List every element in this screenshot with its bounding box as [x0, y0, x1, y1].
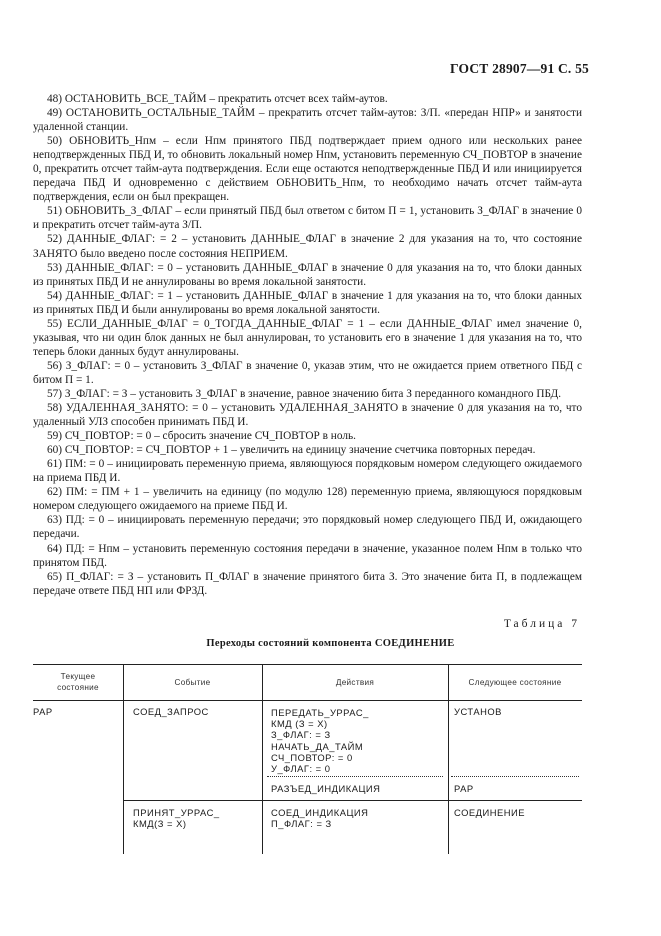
header-next-state: Следующее состояние [468, 677, 562, 687]
header-current-line2: состояние [57, 683, 99, 692]
row1-action-line: СЧ_ПОВТОР: = 0 [271, 751, 353, 763]
row2-actions [271, 807, 368, 829]
row2-event-line2: КМД(З = X) [133, 818, 187, 830]
row1-current-state: РАР [33, 706, 53, 717]
paragraph-51: 51) ОБНОВИТЬ_З_ФЛАГ – если принятый ПБД был ответом с битом П = 1, установить З_ФЛАГ в значение 0 и прекратить отсчет тайм-аута З/П. [33, 205, 582, 232]
paragraph-53: 53) ДАННЫЕ_ФЛАГ: = 0 – установить ДАННЫЕ_ФЛАГ в значение 0 для указания на то, что блоки данных из принятых ПБД И не аннулированы во время локальной занятости. [33, 261, 582, 288]
paragraph-55: 55) ЕСЛИ_ДАННЫЕ_ФЛАГ = 0_ТОГДА_ДАННЫЕ_ФЛАГ = 1 – если ДАННЫЕ_ФЛАГ имел значение 0, указывая, что ни один блок данных не был аннулирован, то установить его в значение 1 для указания на то, что теперь блоки данных будут аннулированы. [33, 317, 582, 358]
row1-action-line: У_ФЛАГ: = 0 [271, 763, 331, 775]
row1-alt-action: РАЗЪЕД_ИНДИКАЦИЯ [271, 783, 381, 794]
table-caption: Переходы состояний компонента СОЕДИНЕНИЕ [206, 638, 455, 649]
paragraph-58: 58) УДАЛЕННАЯ_ЗАНЯТО: = 0 – установить УДАЛЕННАЯ_ЗАНЯТО в значение 0 для указания на то, что удаленный УЛЗ способен принимать ПБД И. [33, 402, 582, 429]
table-label: Таблица 7 [503, 618, 580, 630]
header-current-state [33, 664, 123, 700]
paragraph-61: 61) ПМ: = 0 – инициировать переменную приема, являющуюся порядковым номером следующего ожидаемого на приема ПБД И. [33, 458, 582, 485]
header-actions: Действия [335, 677, 375, 687]
row1-actions [271, 707, 369, 774]
row2-action-line: СОЕД_ИНДИКАЦИЯ [271, 807, 369, 818]
row1-action-line: НАЧАТЬ_ДА_ТАЙМ [271, 740, 364, 752]
row2-event [133, 807, 220, 829]
row1-action-line: КМД (З = X) [271, 718, 328, 730]
paragraph-59: 59) СЧ_ПОВТОР: = 0 – сбросить значение СЧ_ПОВТОР в ноль. [47, 430, 356, 443]
row1-alt-next-state: РАР [454, 783, 474, 794]
row2-event-line1: ПРИНЯТ_УРРАС_ [133, 807, 220, 818]
paragraph-63: 63) ПД: = 0 – инициировать переменную передачи; это порядковый номер следующего ПБД И, ожидающего передачи. [33, 514, 582, 541]
paragraph-60: 60) СЧ_ПОВТОР: = СЧ_ПОВТОР + 1 – увеличить на единицу значение счетчика повторных передач. [47, 444, 536, 457]
row1-next-state: УСТАНОВ [454, 706, 502, 717]
body-text [33, 92, 582, 598]
paragraph-57: 57) З_ФЛАГ: = З – установить З_ФЛАГ в значение, равное значению бита З переданного командного ПБД. [47, 387, 562, 400]
header-event: Событие [174, 677, 211, 687]
row1-event: СОЕД_ЗАПРОС [133, 706, 209, 717]
paragraph-62: 62) ПМ: = ПМ + 1 – увеличить на единицу (по модулю 128) переменную приема, являющуюся порядковым номером следующего ожидаемого на приеме ПБД И. [33, 486, 582, 513]
table-row-rule [123, 800, 582, 801]
state-transition-table [33, 664, 582, 854]
paragraph-64: 64) ПД: = Нпм – установить переменную состояния передачи в значение, указанное полем Нпм в только что принятом ПБД. [33, 542, 582, 569]
row1-action-line: З_ФЛАГ: = З [271, 729, 331, 741]
paragraph-52: 52) ДАННЫЕ_ФЛАГ: = 2 – установить ДАННЫЕ_ФЛАГ в значение 2 для указания на то, что состояние ЗАНЯТО было введено после состояния НЕПРИЕМ. [33, 233, 582, 260]
header-current-line1: Текущее [60, 672, 96, 681]
paragraph-48: 48) ОСТАНОВИТЬ_ВСЕ_ТАЙМ – прекратить отсчет всех тайм-аутов. [47, 93, 388, 105]
page-header: ГОСТ 28907—91 С. 55 [450, 61, 589, 76]
row1-next-divider [451, 776, 579, 777]
row2-next-state: СОЕДИНЕНИЕ [454, 807, 525, 818]
paragraph-49: 49) ОСТАНОВИТЬ_ОСТАЛЬНЫЕ_ТАЙМ – прекратить отсчет тайм-аутов: З/П. «передан НПР» и занятости удаленной станции. [33, 107, 582, 134]
paragraph-50: 50) ОБНОВИТЬ_Нпм – если Нпм принятого ПБД подтверждает прием одного или нескольких ранее неподтвержденных ПБД И, то обновить локальный номер Нпм, установить переменную СЧ_ПОВТОР в значение 0, прекратить отсчет тайм-аута подтверждения. Если еще остаются неподтвержденные ПБД И или инициируется передача ПБД И одновременно с действием ОБНОВИТЬ_Нпм, то необходимо начать отсчет тайм-аута подтверждения, если он был прекращен. [33, 135, 582, 204]
row2-action-line: П_ФЛАГ: = З [271, 818, 332, 830]
paragraph-65: 65) П_ФЛАГ: = З – установить П_ФЛАГ в значение принятого бита З. Это значение бита П, в подлежащем передаче ответе ПБД НП или ФРЗД. [33, 570, 582, 597]
paragraph-56: 56) З_ФЛАГ: = 0 – установить З_ФЛАГ в значение 0, указав этим, что не ожидается прием ответного ПБД с битом П = 1. [33, 359, 582, 386]
paragraph-54: 54) ДАННЫЕ_ФЛАГ: = 1 – установить ДАННЫЕ_ФЛАГ в значение 1 для указания на то, что блоки данных из принятых ПБД И были аннулированы во время локальной занятости. [33, 289, 582, 316]
row1-action-line: ПЕРЕДАТЬ_УРРАС_ [271, 707, 369, 718]
row1-actions-divider [267, 776, 443, 777]
table-header-rule [33, 700, 582, 701]
